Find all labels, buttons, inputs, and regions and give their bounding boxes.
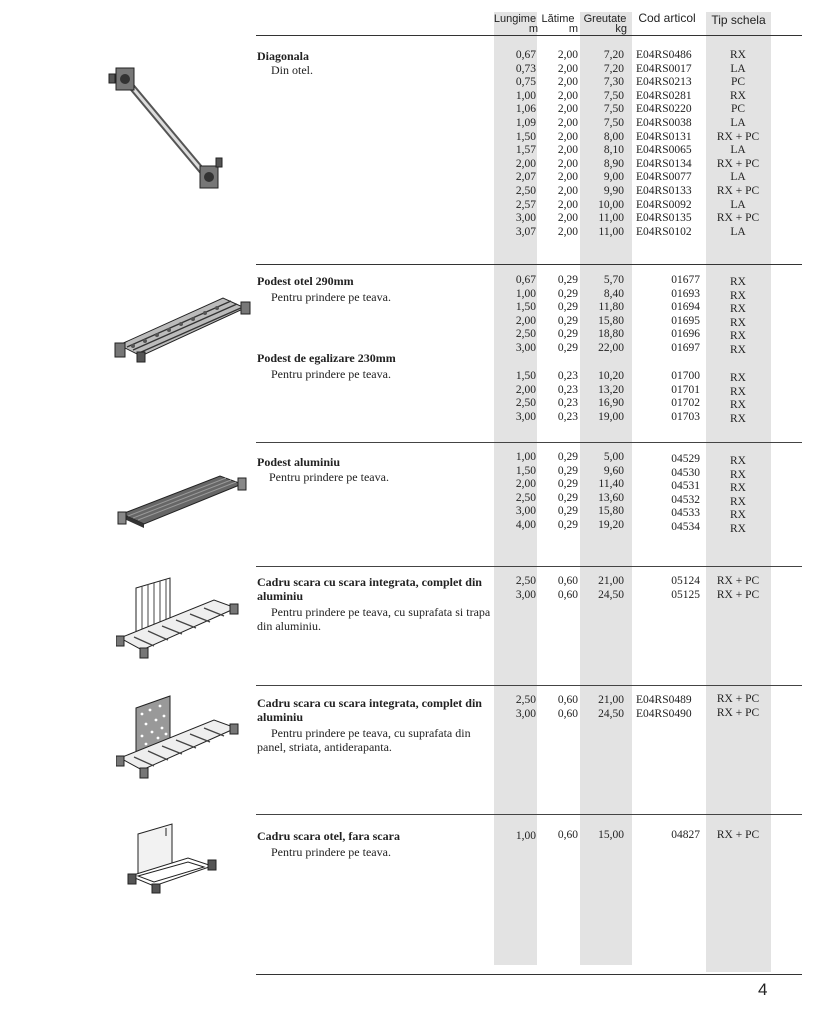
table-cell: 2,07 [515,171,536,184]
table-cell: 0,67 [515,274,536,286]
table-cell: 01700 [671,370,700,382]
table-cell: 13,20 [598,383,624,396]
table-cell: 2,00 [557,62,578,75]
podest-egalizare-cod [636,370,700,424]
diagonala-greutate [580,49,624,239]
table-cell: 9,90 [603,184,624,197]
table-cell: RX [730,372,746,384]
podest-egalizare-latime [538,370,578,424]
cadru-panel-desc: Pentru prindere pe teava, cu suprafata din panel, striata, antiderapanta. [257,726,471,754]
header-tip [706,15,771,26]
podest-aluminiu-cod [636,453,700,535]
table-cell: 2,00 [515,478,536,491]
table-cell: 1,50 [515,370,536,382]
table-cell: 0,23 [557,410,578,423]
table-cell: 2,00 [557,76,578,89]
table-cell: 2,50 [515,328,536,341]
table-cell: 0,29 [557,274,578,286]
table-cell: 0,29 [557,314,578,327]
steel-ladder-frame-icon [126,822,218,894]
table-cell: 7,30 [603,76,624,89]
table-cell: 01694 [671,301,700,314]
podest-egalizare-desc: Pentru prindere pe teava. [271,367,391,381]
podest-otel-greutate [580,274,624,356]
table-cell: 2,00 [557,103,578,116]
table-cell: RX [730,385,746,398]
table-cell: 2,00 [515,157,536,170]
podest-otel-cod [636,274,700,356]
table-cell: E04RS0077 [636,171,692,184]
cadru-otel-greutate [580,829,624,843]
header-lungime-unit [492,24,538,35]
steel-platform-icon [113,290,253,365]
section-divider [256,814,802,815]
table-cell: 10,20 [598,370,624,382]
table-cell: 2,00 [557,171,578,184]
diagonala-title: Diagonala [257,49,310,63]
table-cell: 2,00 [515,383,536,396]
table-cell: 9,00 [603,171,624,184]
table-cell: RX + PC [716,706,760,719]
section-divider [256,442,802,443]
table-cell: 05125 [671,588,700,601]
table-cell: 1,57 [515,144,536,157]
table-cell: RX + PC [716,184,760,197]
podest-otel-desc: Pentru prindere pe teava. [271,290,391,304]
table-cell: E04RS0133 [636,184,692,197]
table-cell: 0,60 [557,829,578,841]
table-cell: 11,00 [598,212,624,225]
table-cell: RX + PC [716,588,760,601]
table-cell: 18,80 [598,328,624,341]
table-cell: 0,29 [557,518,578,531]
table-cell: 0,23 [557,383,578,396]
table-cell: E04RS0065 [636,144,692,157]
footer-divider [256,974,802,975]
table-cell: 21,00 [598,575,624,587]
cadru-panel-cod [636,694,704,721]
header-greutate-unit [579,24,627,35]
table-cell: 0,29 [557,287,578,300]
diagonala-cod [636,49,704,239]
table-cell: 05124 [671,575,700,587]
podest-egalizare-tip [706,372,770,426]
podest-egalizare-title: Podest de egalizare 230mm [257,351,396,365]
table-cell: 2,00 [557,130,578,143]
table-cell: 8,10 [603,144,624,157]
table-cell: E04RS0131 [636,130,692,143]
table-cell: RX [730,399,746,412]
diagonal-brace-icon [108,60,228,195]
cadru-otel-desc: Pentru prindere pe teava. [271,845,391,859]
table-cell: 2,50 [515,397,536,410]
table-cell: LA [730,171,746,184]
podest-egalizare-greutate [580,370,624,424]
table-cell: 2,00 [557,89,578,102]
table-cell: 3,00 [515,410,536,423]
table-cell: 04532 [671,493,700,506]
table-cell: 2,00 [557,198,578,211]
table-cell: LA [730,62,746,75]
table-cell: RX + PC [716,693,760,705]
table-cell: 04533 [671,507,700,520]
podest-otel-latime [538,274,578,356]
table-cell: 3,00 [515,505,536,518]
page-number: 4 [758,980,768,999]
table-cell: 0,29 [557,478,578,491]
table-cell: 10,00 [598,198,624,211]
table-cell: 0,29 [557,451,578,463]
table-cell: RX [730,522,746,535]
table-cell: RX [730,289,746,302]
cadru-otel-cod [636,829,700,843]
table-cell: 01702 [671,397,700,410]
table-cell: 15,80 [598,314,624,327]
table-cell: 04827 [671,829,700,841]
table-cell: 0,73 [515,62,536,75]
table-cell: 2,00 [557,225,578,238]
table-cell: 1,50 [515,301,536,314]
table-cell: 11,80 [598,301,624,314]
table-cell: RX [730,412,746,425]
podest-otel-title: Podest otel 290mm [257,274,354,288]
table-cell: 2,00 [557,212,578,225]
table-cell: RX [730,343,746,356]
cadru-panel-greutate [580,694,624,721]
table-cell: RX [730,455,746,467]
table-cell: E04RS0038 [636,116,692,129]
table-cell: 1,00 [515,451,536,463]
table-cell: RX [730,482,746,495]
diagonala-lungime [496,49,536,239]
table-cell: 2,57 [515,198,536,211]
table-cell: RX [730,495,746,508]
cadru-panel-tip [706,693,770,720]
cadru-aluminiu-desc: Pentru prindere pe teava, cu suprafata si trapa din aluminiu. [257,605,491,633]
aluminium-ladder-frame-icon [116,574,240,660]
table-cell: E04RS0092 [636,198,692,211]
table-cell: 1,00 [515,287,536,300]
header-cod-label: Cod articol [638,11,696,25]
table-cell: 1,00 [515,830,536,842]
table-cell: 19,20 [598,518,624,531]
table-cell: 2,00 [557,184,578,197]
cadru-aluminiu-lungime [496,575,536,602]
section-divider [256,264,802,265]
table-cell: 0,75 [515,76,536,89]
header-lungime-label: Lungime [493,13,537,25]
table-cell: RX + PC [716,829,760,841]
table-cell: 11,40 [598,478,624,491]
table-cell: 15,00 [598,829,624,841]
table-cell: 7,20 [603,49,624,61]
table-cell: 2,00 [557,157,578,170]
table-cell: 24,50 [598,707,624,720]
table-cell: 2,50 [515,184,536,197]
cadru-aluminiu-greutate [580,575,624,602]
table-cell: PC [730,76,746,89]
table-cell: 0,29 [557,328,578,341]
table-cell: LA [730,116,746,129]
header-latime-unit [538,24,578,35]
table-cell: 01703 [671,410,700,423]
table-cell: E04RS0135 [636,212,692,225]
table-cell: 11,00 [598,225,624,238]
table-cell: 16,90 [598,397,624,410]
podest-aluminiu-title: Podest aluminiu [257,455,341,469]
table-cell: 0,29 [557,464,578,477]
section-divider [256,685,802,686]
table-cell: 2,50 [515,575,536,587]
table-cell: 8,00 [603,130,624,143]
table-cell: 3,07 [515,225,536,238]
aluminium-platform-icon [116,470,248,532]
table-cell: 0,60 [557,694,578,706]
table-cell: 1,50 [515,130,536,143]
podest-aluminiu-tip [706,455,770,537]
table-cell: 04529 [671,453,700,465]
table-cell: 9,60 [603,464,624,477]
table-cell: E04RS0281 [636,89,692,102]
table-cell: E04RS0102 [636,225,692,238]
table-cell: 1,00 [515,89,536,102]
podest-otel-lungime [496,274,536,356]
podest-aluminiu-desc: Pentru prindere pe teava. [269,470,389,484]
table-cell: 24,50 [598,588,624,601]
table-cell: RX + PC [716,575,760,587]
table-cell: 0,29 [557,301,578,314]
table-cell: 2,00 [557,116,578,129]
table-cell: 3,00 [515,707,536,720]
table-cell: 21,00 [598,694,624,706]
table-cell: 01695 [671,314,700,327]
cadru-aluminiu-tip [706,575,770,602]
table-cell: RX [730,330,746,343]
table-cell: 0,60 [557,707,578,720]
table-cell: 3,00 [515,588,536,601]
table-cell: 0,29 [557,341,578,354]
table-cell: 2,50 [515,491,536,504]
table-cell: 3,00 [515,212,536,225]
table-cell: RX + PC [716,157,760,170]
table-cell: RX [730,276,746,288]
table-cell: 5,00 [603,451,624,463]
diagonala-desc: Din otel. [271,63,313,77]
table-cell: PC [730,103,746,116]
cadru-panel-latime [538,694,578,721]
cadru-aluminiu-latime [538,575,578,602]
table-cell: RX [730,89,746,102]
header-greutate-unit-label: kg [615,23,627,35]
cadru-otel-lungime [496,830,536,844]
cadru-otel-tip [706,829,770,843]
cadru-otel-latime [538,829,578,843]
table-cell: 8,40 [603,287,624,300]
header-lungime-unit-label: m [528,23,538,35]
table-cell: E04RS0134 [636,157,692,170]
table-cell: 0,67 [515,49,536,61]
cadru-otel-title: Cadru scara otel, fara scara [257,829,400,843]
table-cell: 7,20 [603,62,624,75]
table-cell: 2,00 [515,314,536,327]
table-cell: 15,80 [598,505,624,518]
table-cell: 04531 [671,480,700,493]
table-cell: 1,06 [515,103,536,116]
diagonala-tip [706,49,770,239]
header-cod [634,13,700,24]
table-cell: 4,00 [515,518,536,531]
table-cell: LA [730,225,746,238]
table-cell: 04534 [671,520,700,533]
table-cell: 1,50 [515,464,536,477]
table-cell: E04RS0489 [636,694,692,706]
table-cell: RX + PC [716,130,760,143]
table-cell: 13,60 [598,491,624,504]
cadru-aluminiu-cod [636,575,700,602]
table-cell: 01696 [671,328,700,341]
table-cell: 0,29 [557,491,578,504]
table-cell: E04RS0486 [636,49,692,61]
table-cell: 0,29 [557,505,578,518]
table-cell: 0,23 [557,370,578,382]
podest-otel-tip [706,276,770,358]
header-divider [256,35,802,36]
podest-egalizare-lungime [496,370,536,424]
table-cell: 01677 [671,274,700,286]
table-cell: 2,00 [557,144,578,157]
table-cell: 8,90 [603,157,624,170]
table-cell: 7,50 [603,103,624,116]
table-cell: LA [730,198,746,211]
cadru-panel-title: Cadru scara cu scara integrata, complet din aluminiu [257,696,482,724]
table-cell: E04RS0213 [636,76,692,89]
table-cell: 2,00 [557,49,578,61]
diagonala-latime [538,49,578,239]
table-cell: 2,50 [515,694,536,706]
table-cell: 7,50 [603,116,624,129]
table-cell: RX [730,468,746,481]
podest-aluminiu-greutate [580,451,624,533]
table-cell: RX [730,303,746,316]
table-cell: 1,09 [515,116,536,129]
panel-ladder-frame-icon [116,690,240,780]
table-cell: RX [730,509,746,522]
cadru-panel-lungime [496,694,536,721]
table-cell: RX [730,316,746,329]
table-cell: E04RS0017 [636,62,692,75]
table-cell: 22,00 [598,341,624,354]
table-cell: 01693 [671,287,700,300]
table-cell: 5,70 [603,274,624,286]
table-cell: RX + PC [716,212,760,225]
table-cell: 04530 [671,466,700,479]
table-cell: E04RS0220 [636,103,692,116]
section-divider [256,566,802,567]
table-cell: 0,60 [557,575,578,587]
table-cell: 7,50 [603,89,624,102]
table-cell: 0,23 [557,397,578,410]
table-cell: LA [730,144,746,157]
table-cell: 19,00 [598,410,624,423]
header-greutate-label: Greutate [583,13,627,25]
table-cell: RX [730,49,746,61]
table-cell: 01697 [671,341,700,354]
table-cell: E04RS0490 [636,707,692,720]
header-latime-label: Lătime [541,13,575,25]
table-cell: 0,60 [557,588,578,601]
table-cell: 01701 [671,383,700,396]
podest-aluminiu-latime [538,451,578,533]
table-cell: 3,00 [515,341,536,354]
header-tip-label: Tip schela [711,13,766,27]
podest-aluminiu-lungime [496,451,536,533]
cadru-aluminiu-title: Cadru scara cu scara integrata, complet din aluminiu [257,575,482,603]
header-latime-unit-label: m [568,23,578,35]
